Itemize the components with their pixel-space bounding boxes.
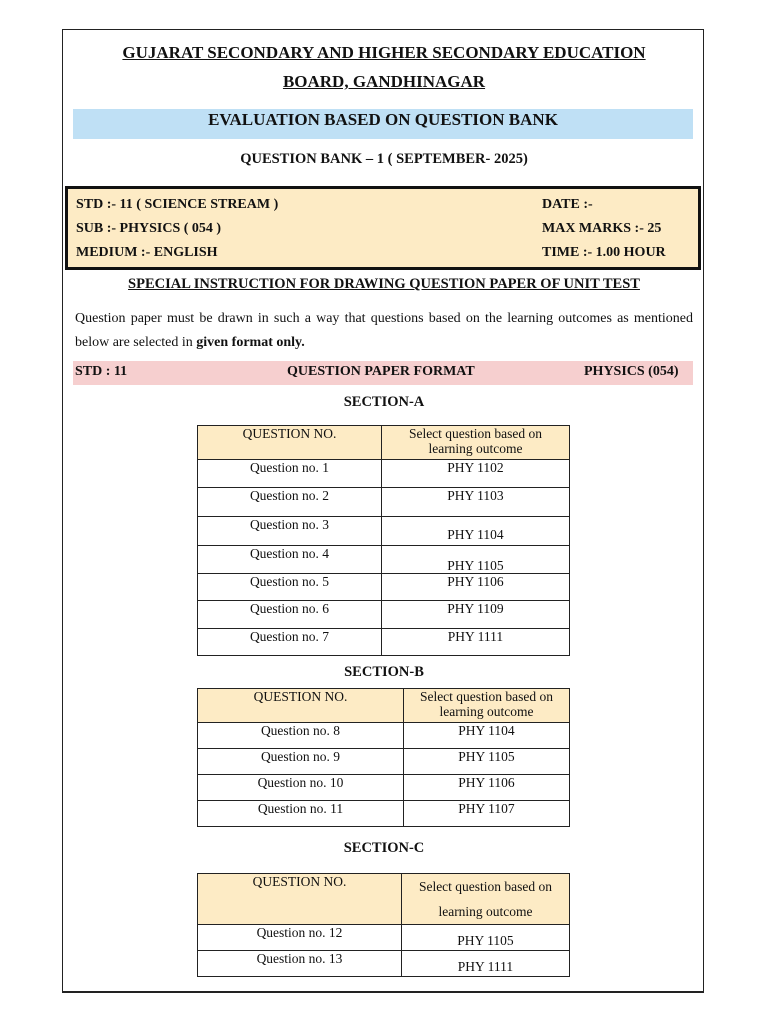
max-marks-label: MAX MARKS :- 25	[542, 221, 662, 236]
medium-label: MEDIUM :- ENGLISH	[76, 245, 218, 260]
table-row	[198, 601, 570, 629]
outcome-cell: PHY 1105	[382, 546, 570, 574]
section-c-title: SECTION-C	[343, 840, 425, 856]
col-question-no: QUESTION NO.	[198, 689, 404, 723]
time-label: TIME :- 1.00 HOUR	[542, 245, 666, 260]
question-cell: Question no. 1	[198, 460, 382, 488]
instruction-emphasis: given format only.	[196, 335, 305, 350]
col-question-no: QUESTION NO.	[198, 426, 382, 460]
question-cell: Question no. 8	[198, 723, 404, 749]
question-cell: Question no. 11	[198, 801, 404, 827]
format-title: QUESTION PAPER FORMAT	[287, 364, 475, 379]
table-row	[198, 460, 570, 488]
std-label: STD :- 11 ( SCIENCE STREAM )	[76, 197, 279, 212]
instruction-heading: SPECIAL INSTRUCTION FOR DRAWING QUESTION PAPER OF UNIT TEST	[128, 276, 640, 292]
question-cell: Question no. 2	[198, 488, 382, 517]
format-subject: PHYSICS (054)	[584, 364, 679, 379]
question-cell: Question no. 13	[198, 951, 402, 977]
table-row	[198, 749, 570, 775]
format-std: STD : 11	[75, 364, 128, 379]
table-row	[198, 723, 570, 749]
outcome-cell: PHY 1111	[382, 629, 570, 656]
section-b-title: SECTION-B	[344, 664, 424, 680]
outcome-cell: PHY 1105	[402, 925, 570, 951]
instruction-text: Question paper must be drawn in such a way that questions based on the learning outcomes as mentioned below are selected in	[75, 311, 693, 350]
table-row	[198, 488, 570, 517]
table-row	[198, 546, 570, 574]
board-title-line2: BOARD, GANDHINAGAR	[282, 72, 486, 91]
question-cell: Question no. 9	[198, 749, 404, 775]
section-c-table	[197, 873, 570, 977]
outcome-cell: PHY 1102	[382, 460, 570, 488]
question-cell: Question no. 6	[198, 601, 382, 629]
outcome-cell: PHY 1103	[382, 488, 570, 517]
outcome-cell: PHY 1105	[404, 749, 570, 775]
info-box	[65, 186, 701, 270]
col-learning-outcome: Select question based on learning outcome	[382, 426, 570, 460]
section-a-table	[197, 425, 570, 656]
table-row	[198, 801, 570, 827]
question-bank-label: QUESTION BANK – 1 ( SEPTEMBER- 2025)	[240, 151, 528, 167]
question-cell: Question no. 3	[198, 517, 382, 546]
date-label: DATE :-	[542, 197, 593, 212]
outcome-cell: PHY 1104	[404, 723, 570, 749]
table-row	[198, 574, 570, 601]
section-a-title: SECTION-A	[343, 394, 425, 410]
table-row	[198, 951, 570, 977]
outcome-cell: PHY 1107	[404, 801, 570, 827]
subject-label: SUB :- PHYSICS ( 054 )	[76, 221, 222, 236]
table-row	[198, 925, 570, 951]
outcome-cell: PHY 1106	[382, 574, 570, 601]
instruction-paragraph	[75, 307, 693, 355]
table-row	[198, 629, 570, 656]
section-b-table	[197, 688, 570, 827]
board-title-line1: GUJARAT SECONDARY AND HIGHER SECONDARY EDUCATION	[122, 43, 646, 62]
question-cell: Question no. 7	[198, 629, 382, 656]
outcome-cell: PHY 1111	[402, 951, 570, 977]
outcome-cell: PHY 1106	[404, 775, 570, 801]
col-learning-outcome: Select question based on learning outcome	[402, 874, 570, 925]
outcome-cell: PHY 1104	[382, 517, 570, 546]
col-learning-outcome: Select question based on learning outcome	[404, 689, 570, 723]
question-cell: Question no. 12	[198, 925, 402, 951]
outcome-cell: PHY 1109	[382, 601, 570, 629]
question-cell: Question no. 10	[198, 775, 404, 801]
question-cell: Question no. 4	[198, 546, 382, 574]
table-row	[198, 517, 570, 546]
question-cell: Question no. 5	[198, 574, 382, 601]
table-row	[198, 775, 570, 801]
col-question-no: QUESTION NO.	[198, 874, 402, 925]
eval-title: EVALUATION BASED ON QUESTION BANK	[208, 110, 558, 129]
